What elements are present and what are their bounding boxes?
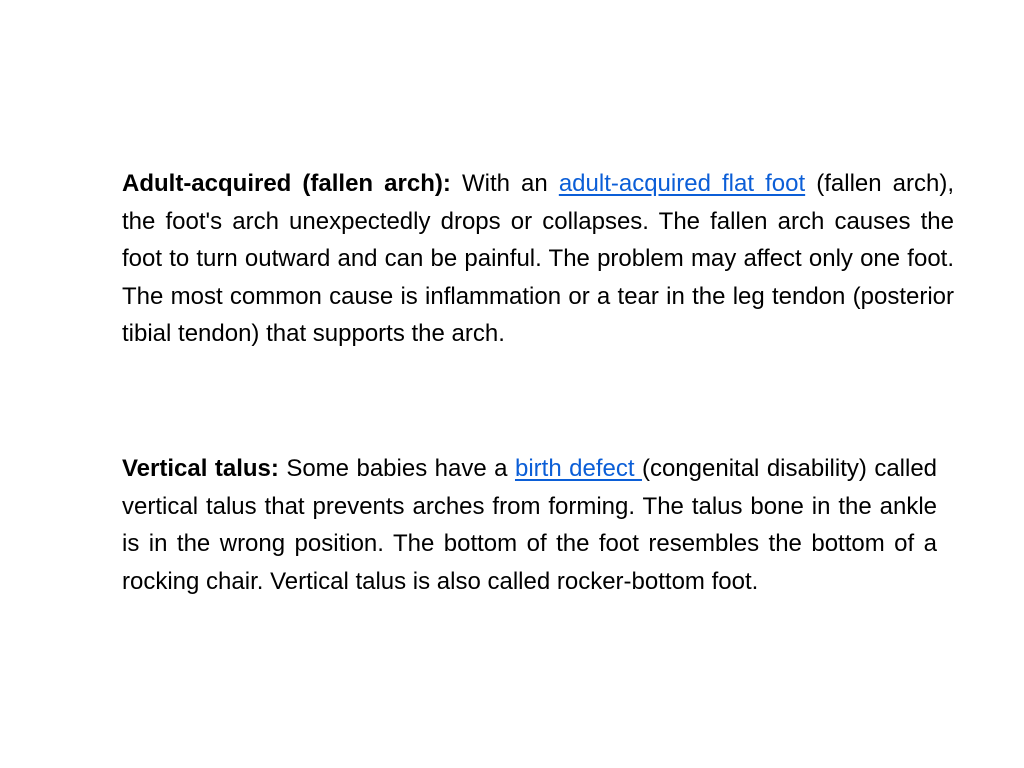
paragraph-text-after-link: (congenital disability) called vertical talus that prevents arches from forming. The talus bone in the ankle is in the wrong position. The bottom of the foot resembles the bottom of a rocking chair. Vertical talus is also called rocker-bottom foot. [122,455,938,595]
paragraph-text-after-link: (fallen arch), the foot's arch unexpectedly drops or collapses. The fallen arch causes the foot to turn outward and can be painful. The problem may affect only one foot. The most common cause is inflammation or a tear in the leg tendon (posterior tibial tendon) that supports the arch. [122,170,955,347]
adult-acquired-flat-foot-link[interactable]: adult-acquired flat foot [558,170,806,197]
paragraph-adult-acquired-flat-foot [122,165,954,353]
paragraph-text-before-link: With an [461,170,548,197]
paragraph-text-before-link: Some babies have a [286,455,508,482]
birth-defect-link[interactable]: birth defect [514,455,642,482]
paragraph-vertical-talus [122,450,937,600]
term-vertical-talus: Vertical talus: [122,455,279,482]
term-adult-acquired: Adult-acquired (fallen arch): [122,170,451,197]
